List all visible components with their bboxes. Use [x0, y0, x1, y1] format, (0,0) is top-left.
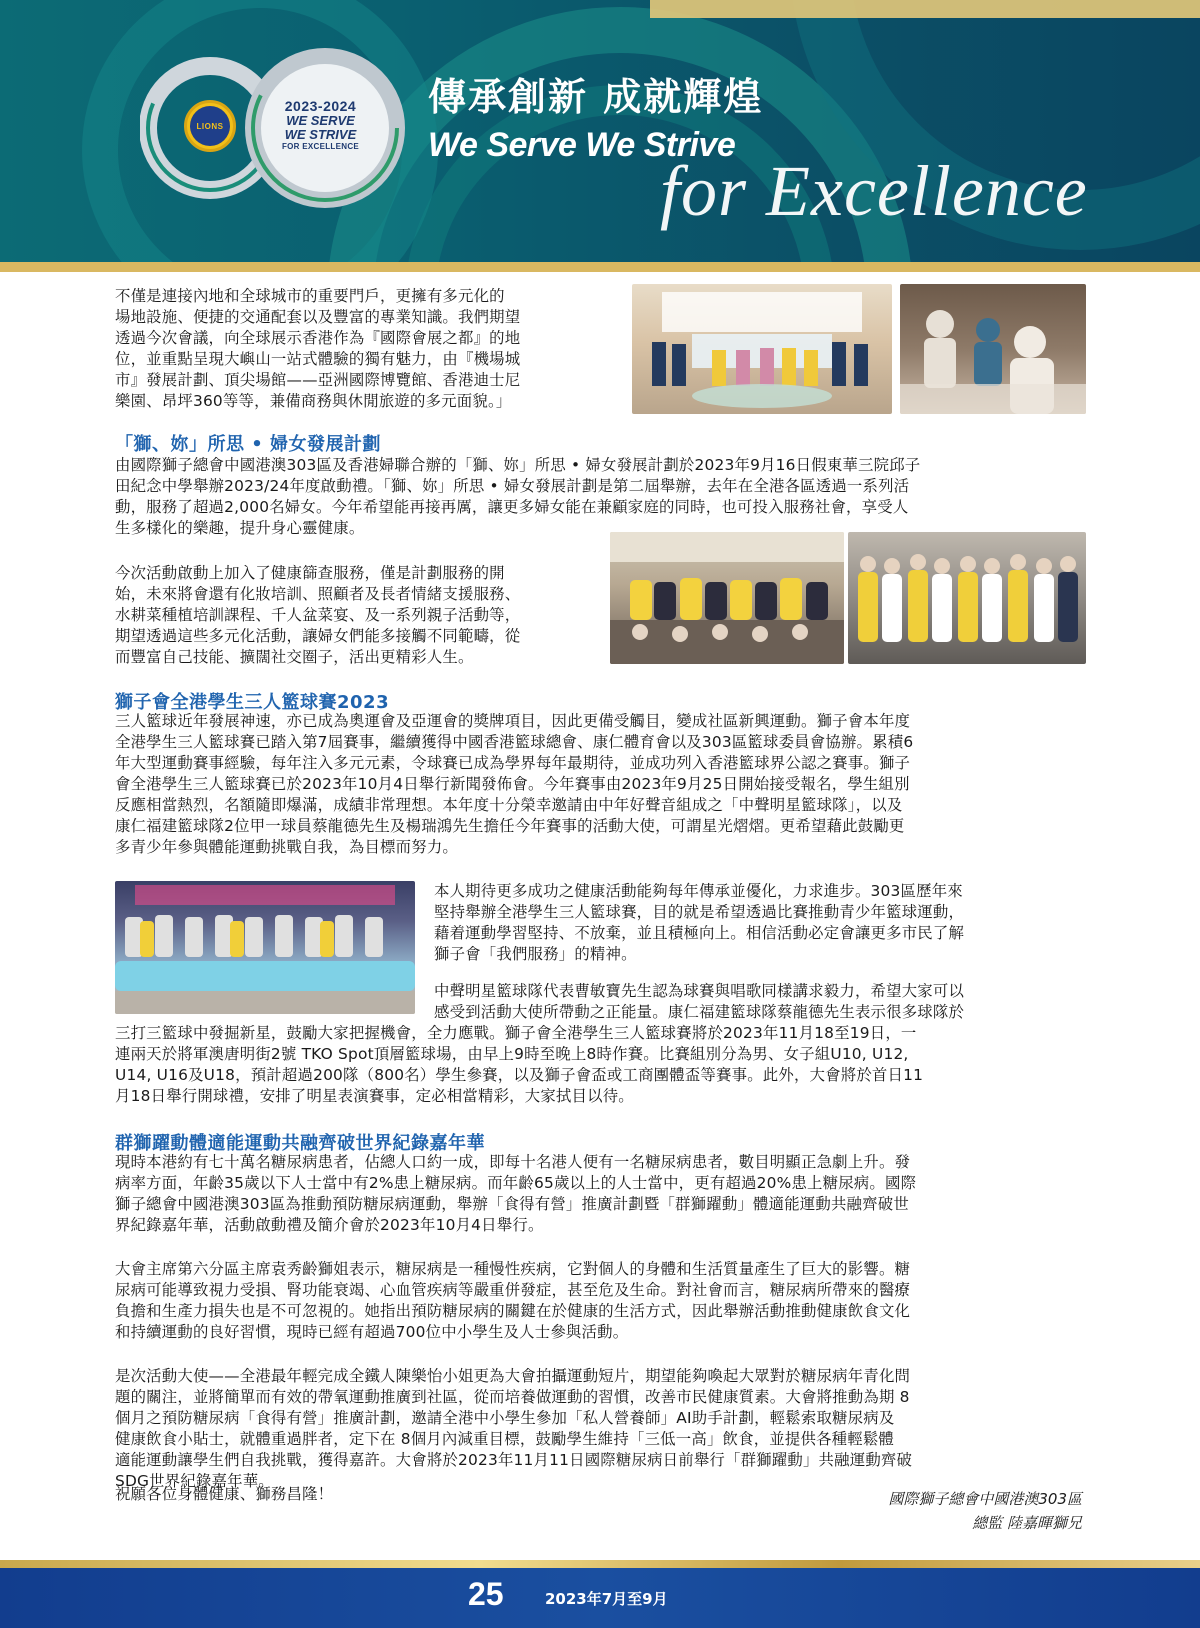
text-line: 三人籃球近年發展神速，亦已成為奧運會及亞運會的獎牌項目，因此更備受觸目，變成社區新興運動。獅子會本年度 — [115, 712, 911, 730]
photo-womens-group-standing-art — [848, 532, 1086, 664]
section-title-basketball: 獅子會全港學生三人籃球賽2023 — [115, 692, 390, 713]
text-line: 三打三籃球中發掘新星，鼓勵大家把握機會，全力應戰。獅子會全港學生三人籃球賽將於2023年11月18至19日，一 — [115, 1024, 917, 1042]
text-line: 堅持舉辦全港學生三人籃球賽，目的就是希望透過比賽推動青少年籃球運動， — [434, 903, 965, 921]
section3-paragraph-1 — [115, 1152, 1085, 1236]
text-line: 界紀錄嘉年華，活動啟動禮及簡介會於2023年10月4日舉行。 — [115, 1216, 544, 1234]
text-line: 獅子會「我們服務」的精神。 — [434, 945, 637, 963]
text-line: 年大型運動賽事經驗，每年注入多元元素，令球賽已成為學界每年最期待，並成功列入香港籃球界公認之賽事。獅子 — [115, 754, 911, 772]
intro-paragraph — [115, 286, 609, 412]
issue-period: 2023年7月至9月 — [545, 1590, 668, 1608]
section3-paragraph-2 — [115, 1259, 1085, 1343]
lions-emblem-text: LIONS — [190, 106, 230, 146]
text-line: 連兩天於將軍澳唐明街2號 TKO Spot頂層籃球場，由早上9時至晚上8時作賽。比賽組別分為男、女子組U10, U12, — [115, 1045, 909, 1063]
text-line: 不僅是連接內地和全球城市的重要門戶，更擁有多元化的 — [115, 287, 505, 305]
logo-line-3: FOR EXCELLENCE — [281, 142, 360, 151]
text-line: 場地設施、便捷的交通配套以及豐富的專業知識。我們期望 — [115, 308, 521, 326]
text-line: 反應相當熱烈，名額隨即爆滿，成績非常理想。本年度十分榮幸邀請由中年好聲音組成之「中聲明星籃球隊」，以及 — [115, 796, 903, 814]
page-number: 25 — [468, 1576, 504, 1612]
closing-wishes: 祝願各位身體健康、獅務昌隆！ — [115, 1485, 334, 1503]
photo-womens-group-seated — [610, 532, 844, 664]
header-title-script: for Excellence — [660, 151, 1088, 231]
text-line: 大會主席第六分區主席袁秀齡獅姐表示，糖尿病是一種慢性疾病，它對個人的身體和生活質量產生了巨大的影響。糖 — [115, 1260, 911, 1278]
section-title-carnival: 群獅躍動體適能運動共融齊破世界紀錄嘉年華 — [115, 1133, 485, 1154]
text-line: 期望透過這些多元化活動，讓婦女們能多接觸不同範疇，從 — [115, 627, 521, 645]
text-line: 月18日舉行開球禮，安排了明星表演賽事，定必相當精彩，大家拭目以待。 — [115, 1087, 634, 1105]
header-title-english: We Serve We Strive — [428, 126, 736, 164]
text-line: 尿病可能導致視力受損、腎功能衰竭、心血管疾病等嚴重併發症，甚至危及生命。對社會而言，糖尿病所帶來的醫療 — [115, 1281, 911, 1299]
footer-bar — [0, 1560, 1200, 1628]
text-line: 多青少年參與體能運動挑戰自我，為目標而努力。 — [115, 838, 458, 856]
signature-organization: 國際獅子總會中國港澳303區 — [888, 1490, 1082, 1508]
photo-conference-ceremony-art — [632, 284, 892, 414]
text-line: 感受到活動大使所帶動之正能量。康仁福建籃球隊蔡龍德先生表示很多球隊於 — [434, 1003, 965, 1021]
text-line: 市』發展計劃、頂尖場館——亞洲國際博覽館、香港迪士尼 — [115, 371, 521, 389]
text-line: 水耕菜種植培訓課程、千人盆菜宴、及一系列親子活動等， — [115, 606, 521, 624]
photo-health-screening-art — [900, 284, 1086, 414]
logo-line-2: WE STRIVE — [284, 127, 357, 142]
text-line: 適能運動讓學生們自我挑戰，獲得嘉許。大會將於2023年11月11日國際糖尿病日前舉行「群獅躍動」共融運動齊破 — [115, 1451, 913, 1469]
text-line: 藉着運動學習堅持、不放棄，並且積極向上。相信活動必定會讓更多市民了解 — [434, 924, 965, 942]
text-line: 透過今次會議，向全球展示香港作為『國際會展之都』的地 — [115, 329, 521, 347]
text-line: 生多樣化的樂趣，提升身心靈健康。 — [115, 519, 365, 537]
photo-basketball-group-art — [115, 881, 415, 1014]
text-line: 健康飲食小貼士，就體重過胖者，定下在 8個月內減重目標，鼓勵學生維持「三低一高」飲食，並提供各種輕鬆體 — [115, 1430, 895, 1448]
text-line: 中聲明星籃球隊代表曹敏寶先生認為球賽與唱歌同樣講求毅力，希望大家可以 — [434, 982, 965, 1000]
text-line: 題的關注，並將簡單而有效的帶氧運動推廣到社區，從而培養做運動的習慣，改善市民健康質素。大會將推動為期 8 — [115, 1388, 910, 1406]
text-line: 全港學生三人籃球賽已踏入第7屆賽事，繼續獲得中國香港籃球總會、康仁體育會以及303區籃球委員會協辦。累積6 — [115, 733, 914, 751]
text-line: SDG世界紀錄嘉年華。 — [115, 1472, 274, 1490]
text-line: 位，並重點呈現大嶼山一站式體驗的獨有魅力，由『機場城 — [115, 350, 521, 368]
header-title-chinese: 傳承創新 成就輝煌 — [428, 75, 764, 119]
photo-womens-group-seated-art — [610, 532, 844, 664]
text-line: 獅子總會中國港澳303區為推動預防糖尿病運動，舉辦「食得有營」推廣計劃暨「群獅躍動」體適能運動共融齊破世 — [115, 1195, 909, 1213]
text-line: 康仁福建籃球隊2位甲一球員蔡龍德先生及楊瑞鴻先生擔任今年賽事的活動大使，可謂星光熠熠。更希望藉此鼓勵更 — [115, 817, 905, 835]
text-line: 會全港學生三人籃球賽已於2023年10月4日舉行新聞發佈會。今年賽事由2023年9月25日開始接受報名，學生組別 — [115, 775, 910, 793]
text-line: 本人期待更多成功之健康活動能夠每年傳承並優化，力求進步。303區歷年來 — [434, 882, 963, 900]
text-line: 始，未來將會還有化妝培訓、照顧者及長者情緒支援服務、 — [115, 585, 521, 603]
text-line: 是次活動大使——全港最年輕完成全鐵人陳樂怡小姐更為大會拍攝運動短片，期望能夠喚起大眾對於糖尿病年青化問 — [115, 1367, 911, 1385]
text-line: 樂園、昂坪360等等，兼備商務與休閒旅遊的多元面貌。」 — [115, 392, 512, 410]
section1-paragraph-1 — [115, 455, 1085, 539]
section2-paragraph-2 — [434, 881, 1086, 965]
text-line: 病率方面，年齡35歲以下人士當中有2%患上糖尿病。而年齡65歲以上的人士當中，更有超過20%患上糖尿病。國際 — [115, 1174, 917, 1192]
photo-conference-ceremony — [632, 284, 892, 414]
signature-name: 總監 陸嘉暉獅兄 — [972, 1514, 1082, 1532]
photo-womens-group-standing — [848, 532, 1086, 664]
section2-paragraph-3-side — [434, 981, 1086, 1023]
logo-line-1: WE SERVE — [286, 113, 355, 128]
section1-paragraph-2 — [115, 563, 595, 668]
text-line: 由國際獅子總會中國港澳303區及香港婦聯合辦的「獅、妳」所思 • 婦女發展計劃於2023年9月16日假東華三院邱子 — [115, 456, 921, 474]
footer-gold-strip — [0, 1560, 1200, 1568]
photo-health-screening — [900, 284, 1086, 414]
text-line: 今次活動啟動上加入了健康篩查服務，僅是計劃服務的開 — [115, 564, 505, 582]
section2-paragraph-3-full — [115, 1023, 1085, 1107]
text-line: 動，服務了超過2,000名婦女。今年希望能再接再厲，讓更多婦女能在兼顧家庭的同時，也可投入服務社會，享受人 — [115, 498, 909, 516]
text-line: U14, U16及U18，預計超過200隊（800名）學生參賽，以及獅子會盃或工商團體盃等賽事。此外，大會將於首日11 — [115, 1066, 924, 1084]
section3-paragraph-3 — [115, 1366, 1085, 1492]
text-line: 個月之預防糖尿病「食得有營」推廣計劃，邀請全港中小學生參加「私人營養師」AI助手計劃，輕鬆索取糖尿病及 — [115, 1409, 895, 1427]
text-line: 田紀念中學舉辦2023/24年度啟動禮。「獅、妳」所思 • 婦女發展計劃是第二屆舉辦，去年在全港各區透過一系列活 — [115, 477, 910, 495]
section2-paragraph-1 — [115, 711, 1085, 858]
text-line: 現時本港約有七十萬名糖尿病患者，佔總人口約一成，即每十名港人便有一名糖尿病患者，數目明顯正急劇上升。發 — [115, 1153, 911, 1171]
text-line: 負擔和生產力損失也是不可忽視的。她指出預防糖尿病的關鍵在於健康的生活方式，因此舉辦活動推動健康飲食文化 — [115, 1302, 911, 1320]
text-line: 而豐富自己技能、擴闊社交圈子，活出更精彩人生。 — [115, 648, 474, 666]
text-line: 和持續運動的良好習慣，現時已經有超過700位中小學生及人士參與活動。 — [115, 1323, 629, 1341]
lions-emblem-icon — [184, 100, 236, 152]
logo-years: 2023-2024 — [284, 98, 357, 114]
header-banner — [0, 0, 1200, 272]
section-title-womens-program: 「獅、妳」所思 • 婦女發展計劃 — [115, 434, 382, 455]
logo-text — [268, 98, 373, 151]
photo-basketball-group — [115, 881, 415, 1014]
